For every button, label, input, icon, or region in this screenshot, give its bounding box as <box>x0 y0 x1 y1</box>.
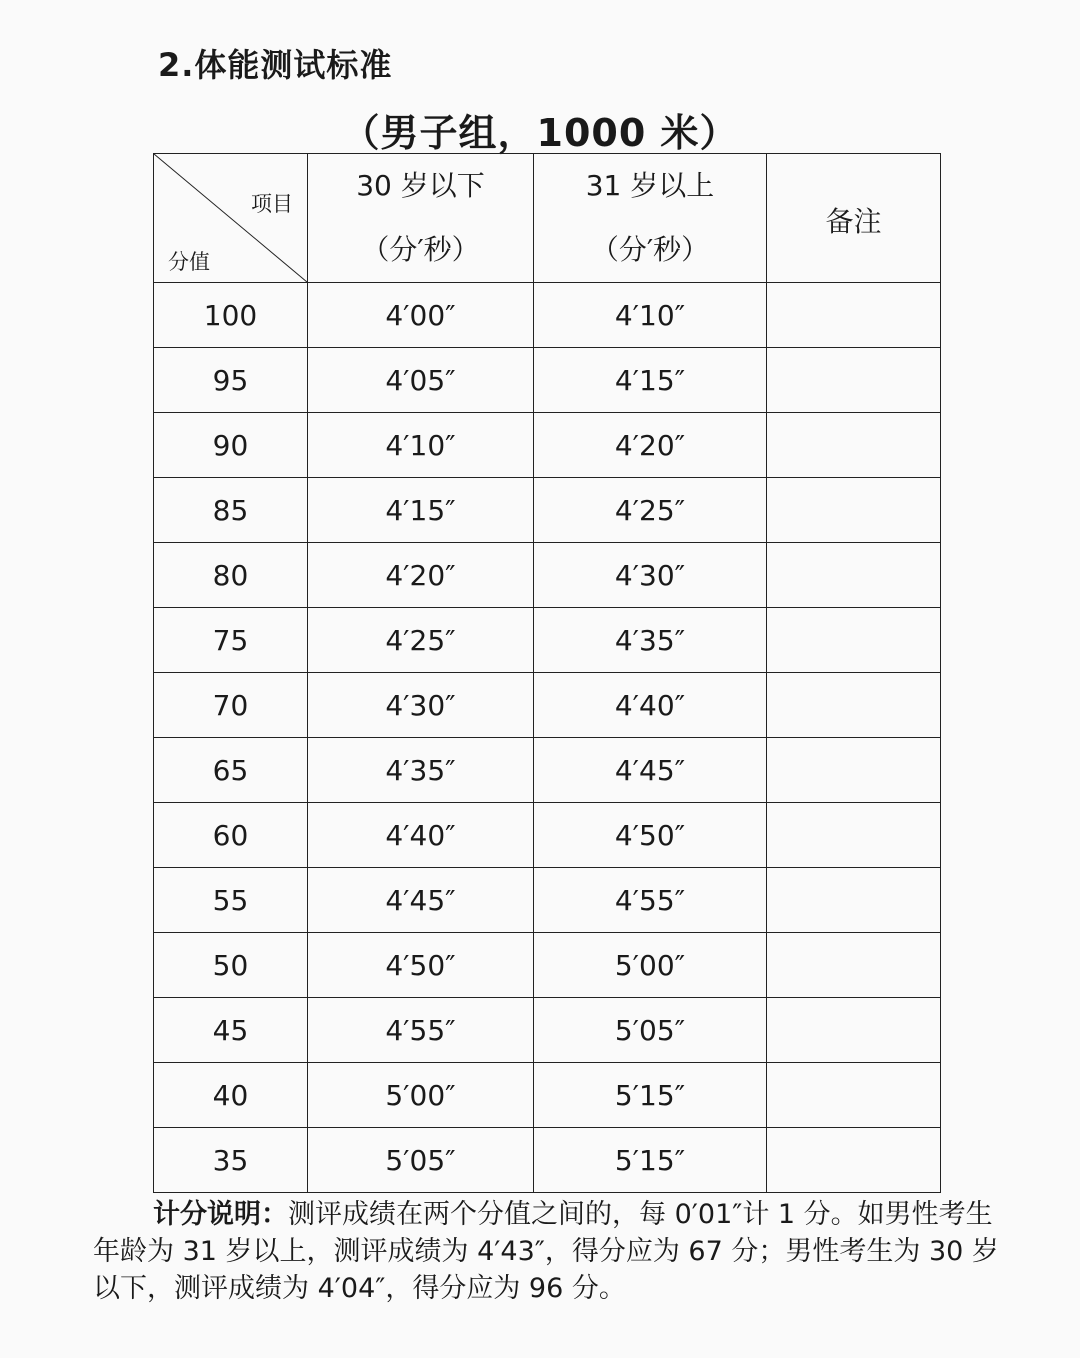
over31-time-cell: 5′15″ <box>534 1063 767 1128</box>
score-cell: 35 <box>154 1128 308 1193</box>
table-row <box>154 998 941 1063</box>
score-cell: 70 <box>154 673 308 738</box>
over31-time-cell: 4′25″ <box>534 478 767 543</box>
remarks-cell <box>767 1128 941 1193</box>
score-cell: 85 <box>154 478 308 543</box>
col-header-under30-unit: （分′秒） <box>361 233 480 266</box>
score-cell: 95 <box>154 348 308 413</box>
under30-time-cell: 4′35″ <box>308 738 534 803</box>
remarks-cell <box>767 868 941 933</box>
scoring-note-label: 计分说明： <box>153 1199 288 1230</box>
score-cell: 45 <box>154 998 308 1063</box>
corner-label-item: 项目 <box>251 192 293 216</box>
col-header-under30-label: 30 岁以下 <box>356 169 485 202</box>
score-cell: 80 <box>154 543 308 608</box>
remarks-cell <box>767 413 941 478</box>
under30-time-cell: 4′15″ <box>308 478 534 543</box>
under30-time-cell: 4′45″ <box>308 868 534 933</box>
under30-time-cell: 4′10″ <box>308 413 534 478</box>
remarks-cell <box>767 738 941 803</box>
under30-time-cell: 4′55″ <box>308 998 534 1063</box>
under30-time-cell: 4′20″ <box>308 543 534 608</box>
under30-time-cell: 5′00″ <box>308 1063 534 1128</box>
table-row <box>154 738 941 803</box>
table-row <box>154 348 941 413</box>
remarks-cell <box>767 673 941 738</box>
table-row <box>154 673 941 738</box>
over31-time-cell: 4′10″ <box>534 283 767 348</box>
over31-time-cell: 4′35″ <box>534 608 767 673</box>
over31-time-cell: 5′00″ <box>534 933 767 998</box>
score-cell: 60 <box>154 803 308 868</box>
under30-time-cell: 4′00″ <box>308 283 534 348</box>
over31-time-cell: 4′50″ <box>534 803 767 868</box>
table-row <box>154 608 941 673</box>
table-row <box>154 1063 941 1128</box>
remarks-cell <box>767 608 941 673</box>
scoring-note-text: 测评成绩在两个分值之间的，每 0′01″计 1 分。如男性考生年龄为 31 岁以上，测评成绩为 4′43″，得分应为 67 分；男性考生为 30 岁以下，测评成绩为 4′04″，得分应为 96 分。 <box>93 1199 999 1304</box>
under30-time-cell: 4′40″ <box>308 803 534 868</box>
under30-time-cell: 5′05″ <box>308 1128 534 1193</box>
over31-time-cell: 4′55″ <box>534 868 767 933</box>
score-cell: 50 <box>154 933 308 998</box>
corner-diagonal-cell <box>154 154 308 283</box>
table-row <box>154 543 941 608</box>
table-header-row <box>154 154 941 283</box>
table-row <box>154 803 941 868</box>
remarks-cell <box>767 283 941 348</box>
score-cell: 90 <box>154 413 308 478</box>
over31-time-cell: 4′45″ <box>534 738 767 803</box>
score-cell: 55 <box>154 868 308 933</box>
table-row <box>154 413 941 478</box>
table-row <box>154 478 941 543</box>
remarks-cell <box>767 803 941 868</box>
under30-time-cell: 4′50″ <box>308 933 534 998</box>
corner-label-score: 分值 <box>168 250 210 274</box>
over31-time-cell: 5′05″ <box>534 998 767 1063</box>
col-header-remarks: 备注 <box>767 154 941 283</box>
table-title: （男子组，1000 米） <box>341 111 739 155</box>
over31-time-cell: 4′20″ <box>534 413 767 478</box>
remarks-cell <box>767 998 941 1063</box>
score-cell: 65 <box>154 738 308 803</box>
over31-time-cell: 5′15″ <box>534 1128 767 1193</box>
remarks-cell <box>767 543 941 608</box>
col-header-under30 <box>308 154 534 283</box>
col-header-over31-label: 31 岁以上 <box>585 169 715 202</box>
under30-time-cell: 4′25″ <box>308 608 534 673</box>
scoring-note <box>93 1196 1005 1307</box>
remarks-cell <box>767 933 941 998</box>
table-row <box>154 1128 941 1193</box>
over31-time-cell: 4′15″ <box>534 348 767 413</box>
table-body <box>154 283 941 1193</box>
under30-time-cell: 4′30″ <box>308 673 534 738</box>
col-header-over31 <box>534 154 767 283</box>
table-row <box>154 933 941 998</box>
under30-time-cell: 4′05″ <box>308 348 534 413</box>
fitness-standard-table <box>153 153 941 1193</box>
over31-time-cell: 4′30″ <box>534 543 767 608</box>
col-header-over31-unit: （分′秒） <box>590 233 710 266</box>
score-cell: 75 <box>154 608 308 673</box>
remarks-cell <box>767 1063 941 1128</box>
section-heading: 2.体能测试标准 <box>158 46 393 84</box>
remarks-cell <box>767 348 941 413</box>
score-cell: 100 <box>154 283 308 348</box>
table-row <box>154 283 941 348</box>
over31-time-cell: 4′40″ <box>534 673 767 738</box>
score-cell: 40 <box>154 1063 308 1128</box>
remarks-cell <box>767 478 941 543</box>
table-row <box>154 868 941 933</box>
